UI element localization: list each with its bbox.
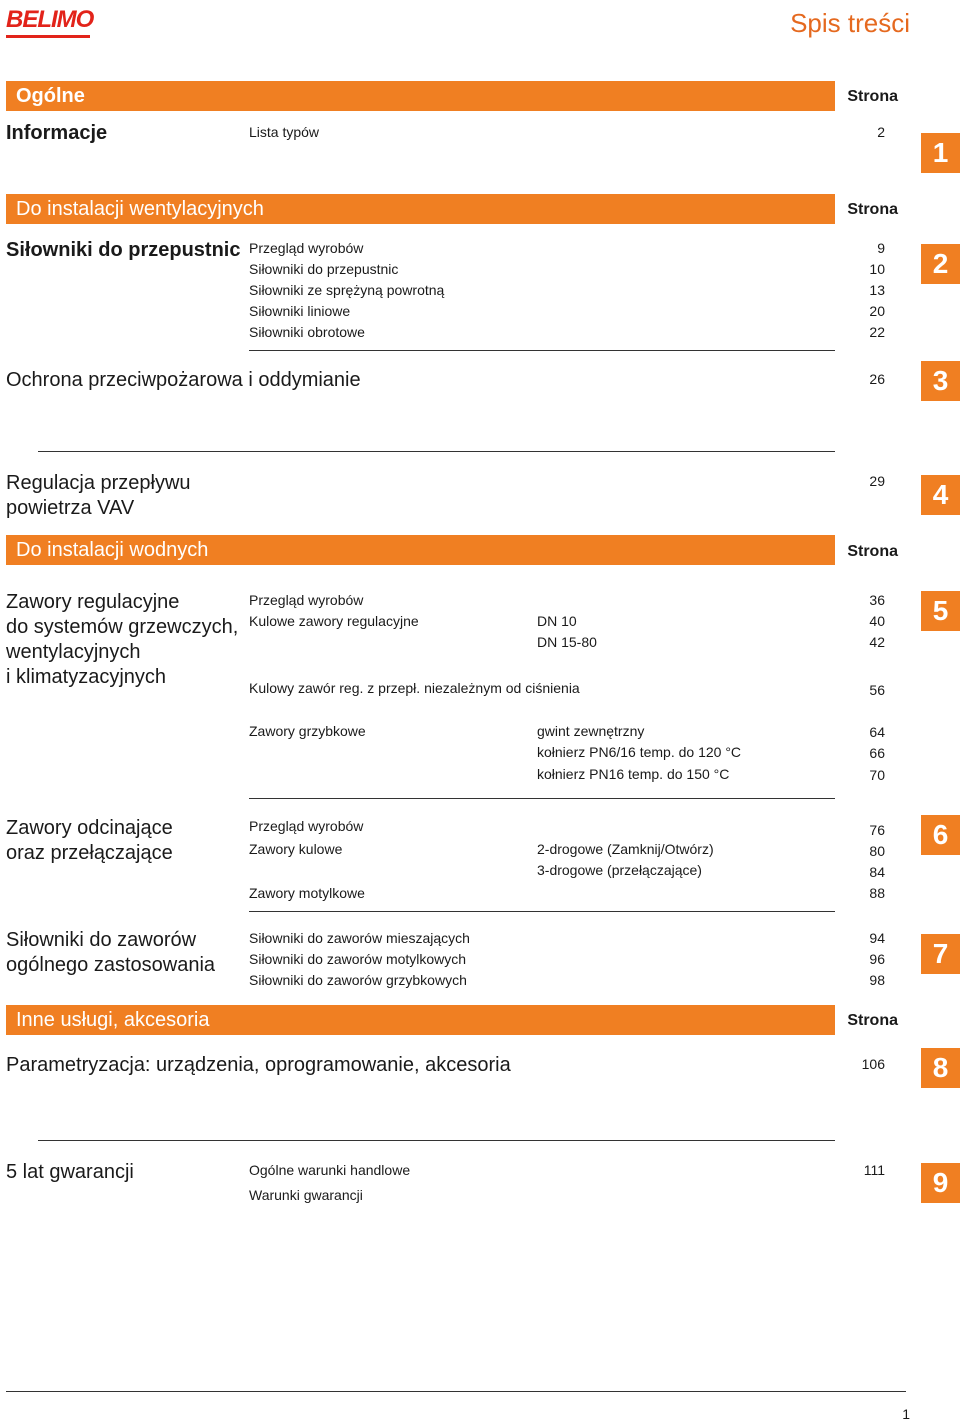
- toc-page: 22: [869, 324, 885, 340]
- toc-item[interactable]: Zawory grzybkowe: [249, 723, 366, 739]
- toc-page: 2: [877, 124, 885, 140]
- divider: [249, 350, 835, 351]
- toc-page: 10: [869, 261, 885, 277]
- divider: [38, 451, 835, 452]
- toc-item[interactable]: Siłowniki liniowe: [249, 303, 351, 319]
- toc-subitem[interactable]: kołnierz PN6/16 temp. do 120 °C: [537, 744, 742, 760]
- section-tab-1[interactable]: 1: [921, 133, 960, 173]
- toc-item[interactable]: Lista typów: [249, 124, 320, 140]
- toc-subitem[interactable]: gwint zewnętrzny: [537, 723, 645, 739]
- toc-page: 106: [861, 1056, 885, 1072]
- band-ogolne: [6, 81, 835, 111]
- section-title-informacje: Informacje: [6, 122, 108, 144]
- section-title-vav-line1: Regulacja przepływu: [6, 472, 191, 494]
- band-wentylacja: [6, 194, 835, 224]
- toc-item[interactable]: Warunki gwarancji: [249, 1187, 363, 1203]
- toc-page: 98: [869, 972, 885, 988]
- toc-page: 64: [869, 724, 885, 740]
- toc-page: 111: [863, 1162, 885, 1178]
- toc-subitem[interactable]: 2-drogowe (Zamknij/Otwórz): [537, 841, 714, 857]
- section-title-silowniki-zaw-line2: ogólnego zastosowania: [6, 954, 216, 976]
- logo-text: BELIMO: [6, 6, 94, 33]
- toc-item[interactable]: Siłowniki do zaworów motylkowych: [249, 951, 467, 967]
- section-title-gwarancja: 5 lat gwarancji: [6, 1161, 134, 1183]
- toc-item[interactable]: Zawory kulowe: [249, 841, 343, 857]
- divider: [38, 1140, 835, 1141]
- section-tab-6[interactable]: 6: [921, 815, 960, 855]
- toc-item[interactable]: Siłowniki do przepustnic: [249, 261, 399, 277]
- toc-page: 76: [869, 822, 885, 838]
- toc-page: 29: [869, 473, 885, 489]
- strona-label: Strona: [847, 1012, 898, 1029]
- section-tab-4[interactable]: 4: [921, 475, 960, 515]
- section-title-zawory-reg-line4: i klimatyzacyjnych: [6, 666, 167, 688]
- section-title-zawory-reg-line1: Zawory regulacyjne: [6, 591, 180, 613]
- toc-page: 66: [869, 745, 885, 761]
- band-inne: [6, 1005, 835, 1035]
- section-title-zawory-odc-line2: oraz przełączające: [6, 842, 173, 864]
- section-title-zawory-odc-line1: Zawory odcinające: [6, 817, 173, 839]
- toc-item[interactable]: Siłowniki obrotowe: [249, 324, 365, 340]
- toc-page: 70: [869, 767, 885, 783]
- band-label: Ogólne: [16, 85, 85, 107]
- toc-page: 42: [869, 634, 885, 650]
- divider: [249, 911, 835, 912]
- section-tab-5[interactable]: 5: [921, 591, 960, 631]
- toc-item[interactable]: Przegląd wyrobów: [249, 592, 364, 608]
- section-tab-8[interactable]: 8: [921, 1048, 960, 1088]
- toc-item[interactable]: Siłowniki do zaworów grzybkowych: [249, 972, 467, 988]
- section-tab-9[interactable]: 9: [921, 1163, 960, 1203]
- toc-page: 9: [877, 240, 885, 256]
- toc-page: 13: [869, 282, 885, 298]
- strona-label: Strona: [847, 543, 898, 560]
- toc-page: 36: [869, 592, 885, 608]
- toc-page: 26: [869, 371, 885, 387]
- section-tab-3[interactable]: 3: [921, 361, 960, 401]
- logo-underline: [6, 35, 90, 38]
- belimo-logo: [6, 6, 94, 33]
- toc-page: 20: [869, 303, 885, 319]
- footer-divider: [6, 1391, 906, 1392]
- toc-subitem[interactable]: DN 10: [537, 613, 577, 629]
- toc-item[interactable]: Kulowe zawory regulacyjne: [249, 613, 419, 629]
- band-label: Do instalacji wodnych: [16, 539, 209, 561]
- section-title-parametryzacja: Parametryzacja: urządzenia, oprogramowanie, akcesoria: [6, 1054, 511, 1076]
- toc-item[interactable]: Kulowy zawór reg. z przepł. niezależnym od ciśnienia: [249, 680, 580, 696]
- toc-item[interactable]: Przegląd wyrobów: [249, 240, 364, 256]
- toc-subitem[interactable]: kołnierz PN16 temp. do 150 °C: [537, 766, 730, 782]
- toc-page: 96: [869, 951, 885, 967]
- strona-label: Strona: [847, 201, 898, 218]
- strona-label: Strona: [847, 88, 898, 105]
- toc-item[interactable]: Siłowniki do zaworów mieszających: [249, 930, 470, 946]
- toc-item[interactable]: Przegląd wyrobów: [249, 818, 364, 834]
- toc-page: 88: [869, 885, 885, 901]
- band-wodne: [6, 535, 835, 565]
- section-title-zawory-reg-line3: wentylacyjnych: [6, 641, 141, 663]
- toc-subitem[interactable]: 3-drogowe (przełączające): [537, 862, 702, 878]
- footer-page-number: 1: [902, 1406, 910, 1422]
- section-title-silowniki-zaw-line1: Siłowniki do zaworów: [6, 929, 197, 951]
- section-title-zawory-reg-line2: do systemów grzewczych,: [6, 616, 239, 638]
- toc-subitem[interactable]: DN 15-80: [537, 634, 597, 650]
- divider: [249, 798, 835, 799]
- toc-page: 80: [869, 843, 885, 859]
- section-title-vav-line2: powietrza VAV: [6, 497, 135, 519]
- toc-page: 56: [869, 682, 885, 698]
- section-tab-2[interactable]: 2: [921, 244, 960, 284]
- toc-item[interactable]: Siłowniki ze sprężyną powrotną: [249, 282, 445, 298]
- band-label: Do instalacji wentylacyjnych: [16, 198, 264, 220]
- document-title: Spis treści: [790, 8, 910, 38]
- toc-page: 84: [869, 864, 885, 880]
- toc-item[interactable]: Zawory motylkowe: [249, 885, 365, 901]
- band-label: Inne usługi, akcesoria: [16, 1009, 210, 1031]
- toc-page: 40: [869, 613, 885, 629]
- section-title-silowniki-przepustnic: Siłowniki do przepustnic: [6, 239, 241, 261]
- toc-item[interactable]: Ogólne warunki handlowe: [249, 1162, 411, 1178]
- toc-page: 94: [869, 930, 885, 946]
- section-title-ochrona: Ochrona przeciwpożarowa i oddymianie: [6, 369, 361, 391]
- section-tab-7[interactable]: 7: [921, 934, 960, 974]
